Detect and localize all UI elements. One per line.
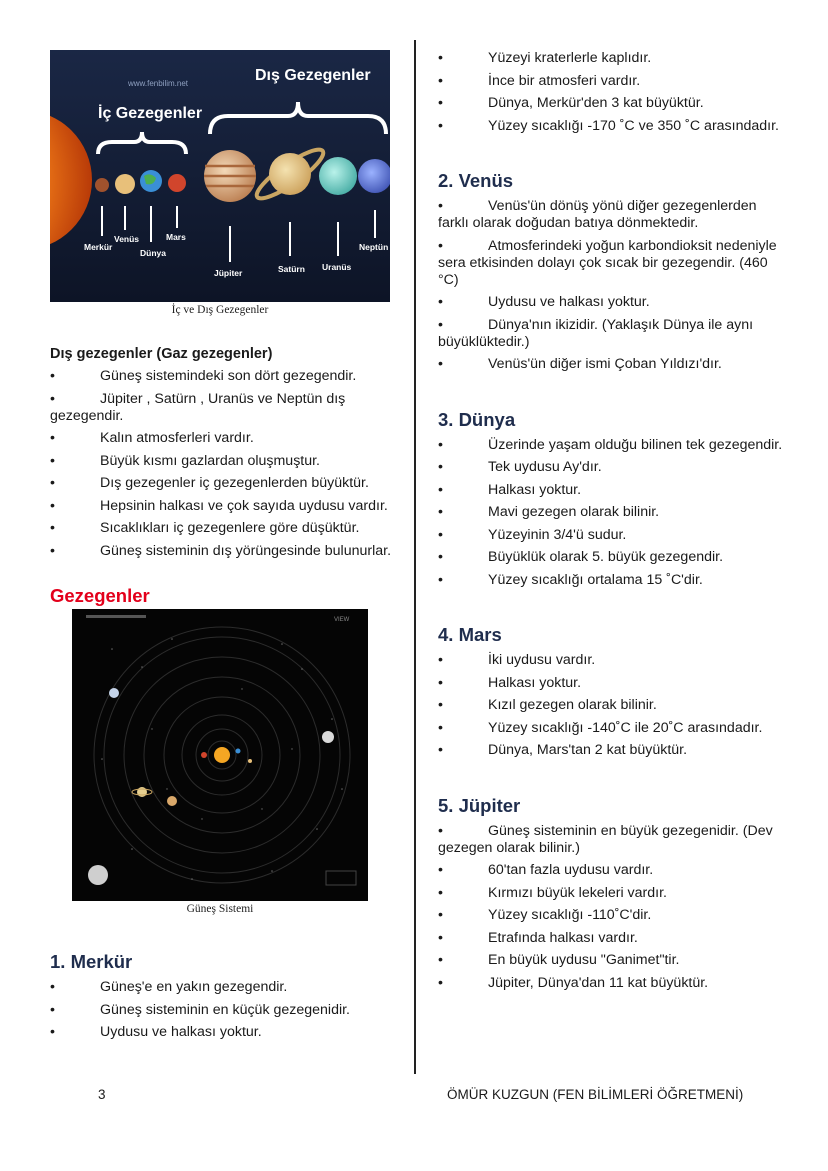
list-item: • Jüpiter, Dünya'dan 11 kat büyüktür. bbox=[438, 974, 709, 991]
list-item: • Jüpiter , Satürn , Uranüs ve Neptün dış gezegendir. bbox=[50, 390, 346, 424]
list-item: • Büyük kısmı gazlardan oluşmuştur. bbox=[50, 452, 321, 469]
jupiter-image bbox=[167, 796, 177, 806]
list-item: • Kırmızı büyük lekeleri vardır. bbox=[438, 884, 667, 901]
list-item: • Güneş sisteminin en küçük gezegenidir. bbox=[50, 1001, 350, 1018]
planet-label-mars: Mars bbox=[166, 232, 186, 242]
list-item: • Yüzeyinin 3/4'ü sudur. bbox=[438, 526, 627, 543]
planet-label-saturn: Satürn bbox=[278, 264, 305, 274]
figure2-caption: Güneş Sistemi bbox=[186, 903, 254, 915]
list-item: • Uydusu ve halkası yoktur. bbox=[50, 1024, 262, 1040]
list-item: • Kızıl gezegen olarak bilinir. bbox=[438, 697, 657, 713]
venus-heading: 2. Venüs bbox=[438, 170, 514, 191]
planet-dot bbox=[201, 752, 207, 758]
list-item: • Mavi gezegen olarak bilinir. bbox=[438, 504, 660, 520]
list-item: • Venüs'ün dönüş yönü diğer gezegenlerden farklı olarak doğudan batıya dönmektedir. bbox=[438, 198, 757, 231]
list-item: • Yüzey sıcaklığı -170 ˚C ve 350 ˚C arasındadır. bbox=[438, 117, 779, 134]
outer-planets-title: Dış Gezegenler bbox=[255, 67, 371, 84]
jupiter-list bbox=[438, 823, 783, 992]
outer-planets-list bbox=[50, 368, 395, 560]
list-item: • Tek uydusu Ay'dır. bbox=[438, 459, 602, 475]
venus-list bbox=[438, 198, 783, 373]
earth-list bbox=[438, 437, 783, 589]
list-item: • Venüs'ün diğer ismi Çoban Yıldızı'dır. bbox=[438, 356, 722, 372]
list-item: • Hepsinin halkası ve çok sayıda uydusu vardır. bbox=[50, 497, 388, 514]
earth-heading: 3. Dünya bbox=[438, 408, 516, 430]
planet-label-uranus: Uranüs bbox=[322, 262, 352, 272]
list-item: • Güneş sisteminin en büyük gezegenidir. (Dev gezegen olarak bilinir.) bbox=[438, 822, 773, 856]
list-item: • Büyüklük olarak 5. büyük gezegendir. bbox=[438, 549, 724, 565]
list-item: • Sıcaklıkları iç gezegenlere göre düşüktür. bbox=[50, 520, 360, 536]
list-item: • Üzerinde yaşam olduğu bilinen tek gezegendir. bbox=[438, 436, 783, 453]
list-item: • Halkası yoktur. bbox=[438, 481, 582, 498]
sun-image bbox=[214, 747, 230, 763]
jupiter-heading: 5. Jüpiter bbox=[438, 794, 521, 816]
moon-image bbox=[88, 865, 108, 885]
planet-label-venus: Venüs bbox=[114, 234, 140, 244]
mercury-list-part2 bbox=[438, 50, 783, 135]
mars-image bbox=[168, 174, 186, 192]
footer-author: ÖMÜR KUZGUN (FEN BİLİMLERİ ÖĞRETMENİ) bbox=[447, 1087, 744, 1102]
list-item: • İnce bir atmosferi vardır. bbox=[438, 72, 641, 89]
list-item: • Dünya, Mars'tan 2 kat büyüktür. bbox=[438, 742, 688, 758]
list-item: • Uydusu ve halkası yoktur. bbox=[438, 294, 650, 310]
mercury-heading: 1. Merkür bbox=[50, 951, 133, 972]
list-item: • İki uydusu vardır. bbox=[438, 652, 596, 668]
figure1-caption: İç ve Dış Gezegenler bbox=[171, 304, 269, 316]
solar-system-illustration bbox=[72, 609, 368, 901]
list-item: • 60'tan fazla uydusu vardır. bbox=[438, 862, 654, 878]
list-item: • En büyük uydusu "Ganimet"tir. bbox=[438, 952, 680, 968]
list-item: • Atmosferindeki yoğun karbondioksit nedeniyle sera etkisinden dolayı çok sıcak bir gezegendir. (460 °C) bbox=[438, 237, 777, 288]
list-item: • Güneş sistemindeki son dört gezegendir. bbox=[50, 368, 357, 384]
svg-text:VIEW: VIEW bbox=[334, 617, 350, 623]
inner-planets-title: İç Gezegenler bbox=[98, 105, 203, 122]
watermark: www.fenbilim.net bbox=[128, 79, 189, 88]
left-column bbox=[50, 50, 395, 1047]
venus-image bbox=[115, 174, 135, 194]
planet-dot bbox=[248, 759, 252, 763]
list-item: • Yüzey sıcaklığı -110˚C'dir. bbox=[438, 907, 652, 923]
page-number: 3 bbox=[98, 1087, 106, 1102]
list-item: • Dünya'nın ikizidir. (Yaklaşık Dünya ile aynı büyüklüktedir.) bbox=[438, 316, 754, 350]
list-item: • Güneş'e en yakın gezegendir. bbox=[50, 979, 288, 995]
inner-outer-planets-figure bbox=[50, 50, 390, 302]
planets-illustration bbox=[50, 50, 390, 302]
mars-heading: 4. Mars bbox=[438, 624, 502, 645]
list-item: • Kalın atmosferleri vardır. bbox=[50, 430, 254, 446]
right-column bbox=[438, 50, 783, 997]
list-item: • Yüzey sıcaklığı ortalama 15 ˚C'dir. bbox=[438, 571, 703, 588]
uranus-image bbox=[319, 157, 357, 195]
list-item: • Güneş sisteminin dış yörüngesinde bulunurlar. bbox=[50, 542, 392, 559]
list-item: • Yüzeyi kraterlerle kaplıdır. bbox=[438, 50, 652, 66]
list-item: • Dış gezegenler iç gezegenlerden büyüktür. bbox=[50, 475, 369, 491]
column-divider bbox=[414, 40, 416, 1074]
planet-dot bbox=[236, 749, 241, 754]
list-item: • Yüzey sıcaklığı -140˚C ile 20˚C arasındadır. bbox=[438, 719, 763, 736]
mercury-image bbox=[95, 178, 109, 192]
list-item: • Etrafında halkası vardır. bbox=[438, 929, 638, 946]
list-item: • Dünya, Merkür'den 3 kat büyüktür. bbox=[438, 95, 704, 111]
planet-label-mercury: Merkür bbox=[84, 242, 113, 252]
uranus-image bbox=[109, 688, 119, 698]
planet-label-neptune: Neptün bbox=[359, 242, 389, 252]
mercury-list-part1 bbox=[50, 979, 395, 1041]
outer-planets-heading: Dış gezegenler (Gaz gezegenler) bbox=[50, 346, 273, 362]
planet-label-earth: Dünya bbox=[140, 248, 166, 258]
planet-label-jupiter: Jüpiter bbox=[214, 268, 243, 278]
solar-system-figure bbox=[72, 609, 368, 901]
saturn-image bbox=[269, 153, 311, 195]
mars-list bbox=[438, 652, 783, 759]
planets-heading: Gezegenler bbox=[50, 585, 150, 606]
list-item: • Halkası yoktur. bbox=[438, 674, 582, 691]
neptune-image bbox=[322, 731, 334, 743]
